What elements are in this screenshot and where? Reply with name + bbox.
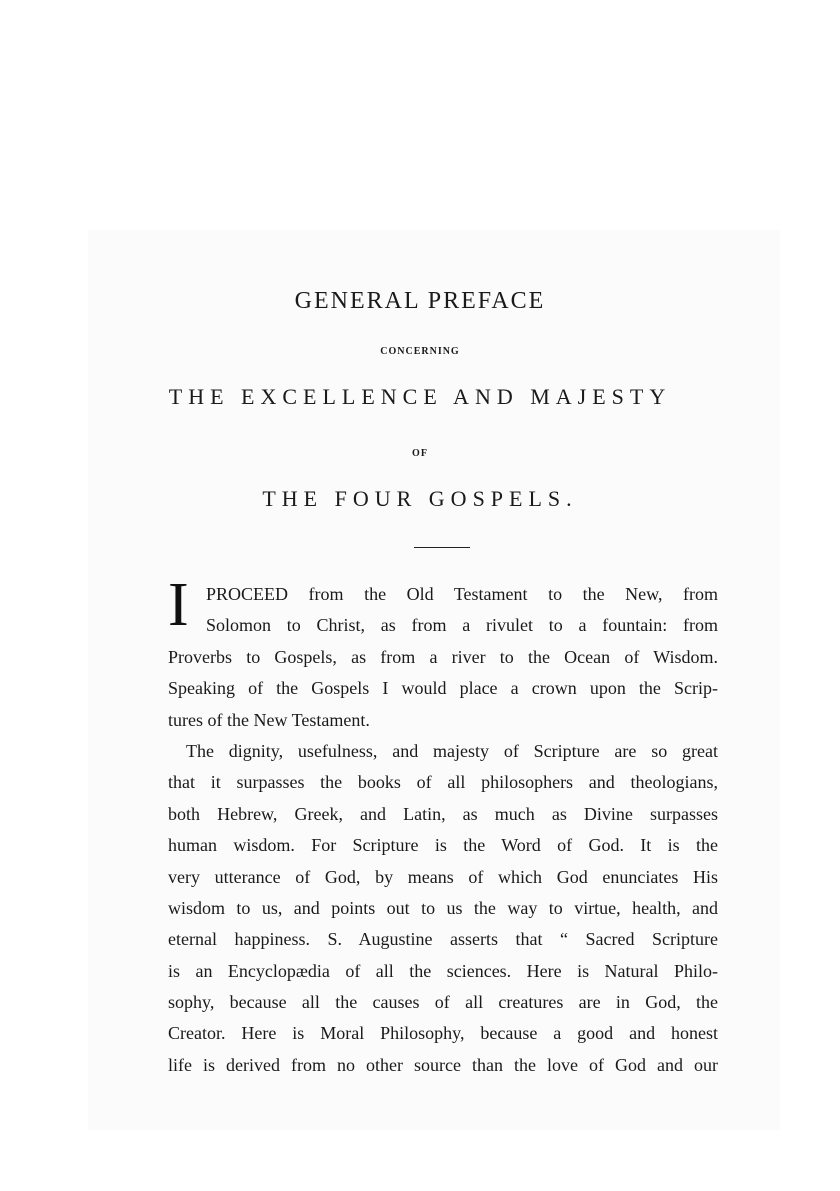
body-text — [168, 579, 718, 1081]
text-line: eternal happiness. S. Augustine asserts that “ Sacred Scripture — [168, 929, 718, 950]
text-line: is an Encyclopædia of all the sciences. Here is Natural Philo- — [168, 960, 718, 981]
text-line: Creator. Here is Moral Philosophy, because a good and honest — [168, 1023, 718, 1044]
text-line: very utterance of God, by means of which God enunciates His — [168, 866, 718, 887]
text-line: that it surpasses the books of all philosophers and theologians, — [168, 772, 718, 793]
title-gospels: THE FOUR GOSPELS. — [262, 486, 578, 511]
text-line: both Hebrew, Greek, and Latin, as much as Divine surpasses — [168, 803, 718, 824]
text-line: sophy, because all the causes of all creatures are in God, the — [168, 992, 718, 1013]
text-line: tures of the New Testament. — [168, 709, 370, 730]
title-subject: THE EXCELLENCE AND MAJESTY — [168, 384, 672, 409]
text-line: Speaking of the Gospels I would place a crown upon the Scrip- — [168, 678, 718, 699]
text-line: Proverbs to Gospels, as from a river to the Ocean of Wisdom. — [168, 646, 718, 667]
title-of: OF — [412, 448, 428, 459]
title-concerning: CONCERNING — [380, 346, 460, 357]
text-line: life is derived from no other source than the love of God and our — [168, 1054, 718, 1075]
section-divider — [414, 547, 470, 548]
drop-cap: I — [168, 571, 189, 639]
text-line: The dignity, usefulness, and majesty of Scripture are so great — [186, 740, 718, 761]
text-line: Solomon to Christ, as from a rivulet to a fountain: from — [206, 615, 718, 636]
text-line: human wisdom. For Scripture is the Word of God. It is the — [168, 835, 718, 856]
text-line: wisdom to us, and points out to us the way to virtue, health, and — [168, 897, 718, 918]
page-title: GENERAL PREFACE — [294, 288, 546, 314]
text-line: PROCEED from the Old Testament to the New, from — [206, 584, 718, 604]
